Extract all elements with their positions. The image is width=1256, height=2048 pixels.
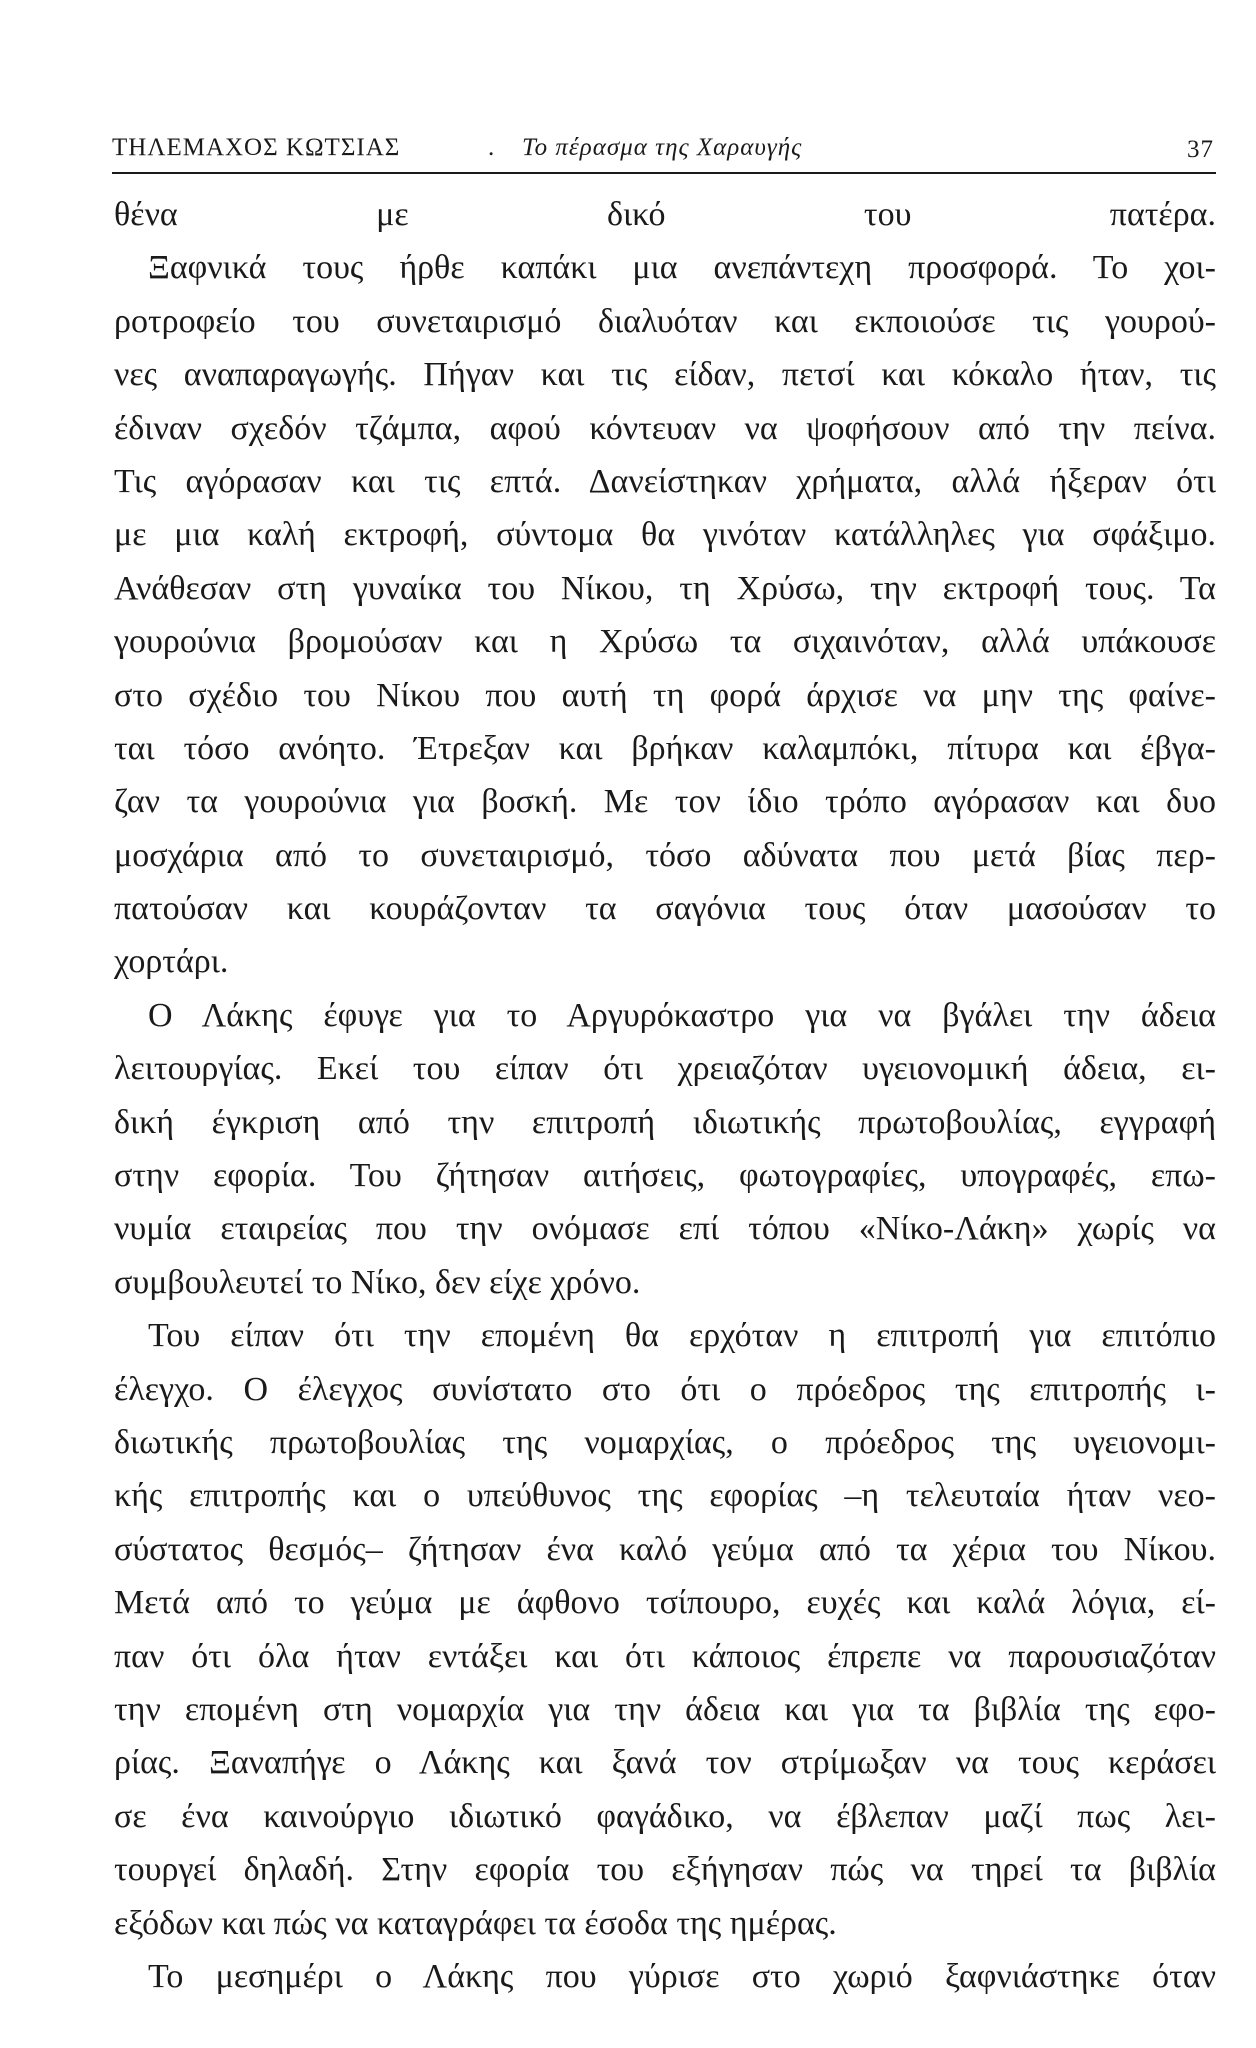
- text-line: Ο Λάκης έφυγε για το Αργυρόκαστρο για να βγάλει την άδεια: [148, 996, 1216, 1034]
- text-line: νυμία εταιρείας που την ονόμασε επί τόπου «Νίκο-Λάκη» χωρίς να: [114, 1210, 1216, 1248]
- body-text: [114, 188, 1216, 2003]
- text-line: διωτικής πρωτοβουλίας της νομαρχίας, ο πρόεδρος της υγειονομι-: [114, 1423, 1216, 1461]
- text-line: συμβουλευτεί το Νίκο, δεν είχε χρόνο.: [114, 1263, 641, 1301]
- text-line: στην εφορία. Του ζήτησαν αιτήσεις, φωτογραφίες, υπογραφές, επω-: [114, 1157, 1216, 1195]
- text-line: μοσχάρια από το συνεταιρισμό, τόσο αδύνατα που μετά βίας περ-: [114, 836, 1216, 874]
- text-line: εξόδων και πώς να καταγράφει τα έσοδα της ημέρας.: [114, 1904, 837, 1942]
- text-line: πατούσαν και κουράζονταν τα σαγόνια τους όταν μασούσαν το: [114, 890, 1216, 928]
- text-line: παν ότι όλα ήταν εντάξει και ότι κάποιος έπρεπε να παρουσιαζόταν: [114, 1637, 1216, 1675]
- text-line: Μετά από το γεύμα με άφθονο τσίπουρο, ευχές και καλά λόγια, εί-: [114, 1584, 1216, 1622]
- text-line: Τις αγόρασαν και τις επτά. Δανείστηκαν χρήματα, αλλά ήξεραν ότι: [114, 462, 1216, 500]
- text-line: έλεγχο. Ο έλεγχος συνίστατο στο ότι ο πρόεδρος της επιτροπής ι-: [114, 1370, 1216, 1408]
- text-line: λειτουργίας. Εκεί του είπαν ότι χρειαζόταν υγειονομική άδεια, ει-: [114, 1050, 1216, 1088]
- header-separator: .: [488, 134, 496, 161]
- text-line: δική έγκριση από την επιτροπή ιδιωτικής πρωτοβουλίας, εγγραφή: [114, 1103, 1216, 1141]
- text-line: έδιναν σχεδόν τζάμπα, αφού κόντευαν να ψοφήσουν από την πείνα.: [114, 409, 1216, 447]
- text-line: Του είπαν ότι την επομένη θα ερχόταν η επιτροπή για επιτόπιο: [148, 1317, 1216, 1355]
- book-title: Το πέρασμα της Χαραυγής: [522, 134, 803, 161]
- text-line: σε ένα καινούργιο ιδιωτικό φαγάδικο, να έβλεπαν μαζί πως λει-: [114, 1797, 1216, 1835]
- text-line: νες αναπαραγωγής. Πήγαν και τις είδαν, πετσί και κόκαλο ήταν, τις: [114, 356, 1216, 394]
- text-line: χορτάρι.: [114, 943, 229, 981]
- text-line: Το μεσημέρι ο Λάκης που γύρισε στο χωριό ξαφνιάστηκε όταν: [148, 1957, 1216, 1995]
- text-line: με μια καλή εκτροφή, σύντομα θα γινόταν κατάλληλες για σφάξιμο.: [114, 516, 1216, 554]
- text-line: Ξαφνικά τους ήρθε καπάκι μια ανεπάντεχη προσφορά. Το χοι-: [148, 249, 1216, 287]
- text-line: τουργεί δηλαδή. Στην εφορία του εξήγησαν πώς να τηρεί τα βιβλία: [114, 1851, 1216, 1889]
- text-line: ρίας. Ξαναπήγε ο Λάκης και ξανά τον στρίμωξαν να τους κεράσει: [114, 1744, 1216, 1782]
- text-line: την επομένη στη νομαρχία για την άδεια και για τα βιβλία της εφο-: [114, 1690, 1216, 1728]
- text-line: κής επιτροπής και ο υπεύθυνος της εφορίας –η τελευταία ήταν νεο-: [114, 1477, 1216, 1515]
- text-line: ροτροφείο του συνεταιρισμό διαλυόταν και εκποιούσε τις γουρού-: [114, 302, 1216, 340]
- text-line: Ανάθεσαν στη γυναίκα του Νίκου, τη Χρύσω, την εκτροφή τους. Τα: [114, 569, 1216, 607]
- text-line: θένα με δικό του πατέρα.: [114, 196, 1216, 233]
- author-name: ΤΗΛΕΜΑΧΟΣ ΚΩΤΣΙΑΣ: [112, 134, 401, 161]
- running-head: [112, 132, 1216, 174]
- text-line: στο σχέδιο του Νίκου που αυτή τη φορά άρχισε να μην της φαίνε-: [114, 676, 1216, 714]
- text-line: ζαν τα γουρούνια για βοσκή. Με τον ίδιο τρόπο αγόρασαν και δυο: [114, 783, 1216, 821]
- text-line: ται τόσο ανόητο. Έτρεξαν και βρήκαν καλαμπόκι, πίτυρα και έβγα-: [114, 729, 1216, 767]
- text-line: σύστατος θεσμός– ζήτησαν ένα καλό γεύμα από τα χέρια του Νίκου.: [114, 1530, 1216, 1568]
- text-line: γουρούνια βρομούσαν και η Χρύσω τα σιχαινόταν, αλλά υπάκουσε: [114, 623, 1216, 661]
- page-number: 37: [1187, 136, 1214, 163]
